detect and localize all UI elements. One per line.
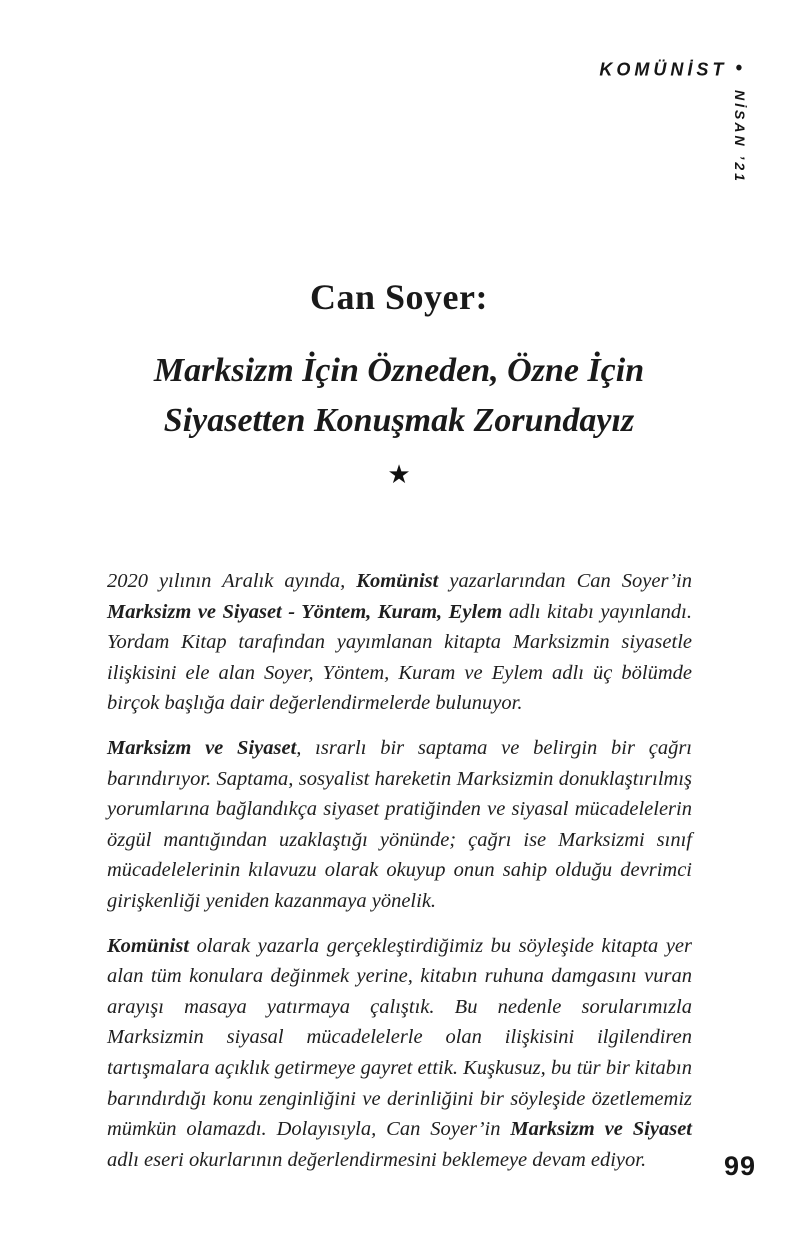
article-title bbox=[55, 346, 743, 446]
bullet-icon: • bbox=[735, 57, 742, 80]
article-title-line-1: Marksizm İçin Özneden, Özne İçin bbox=[153, 352, 645, 389]
journal-title: KOMÜNİST bbox=[599, 58, 728, 80]
bold-text-segment: Marksizm ve Siyaset bbox=[107, 736, 297, 759]
text-segment: olarak yazarla gerçekleştirdiğimiz bu söyleşide kitapta yer alan tüm konulara değinmek yerine, kitabın ruhuna damgasını vuran arayışı masaya yatırmaya çalıştık. Bu nedenle sorularımızla Marksizmin siyasal mücadelelerle olan ilişkisini ilgilendiren tartışmalara açıklık getirmeye gayret ettik. Kuşkusuz, bu tür bir kitabın barındırdığı konu zenginliğini ve derinliğini bir söyleşide özetlememiz mümkün olamazdı. Dolayısıyla, Can Soyer’in bbox=[107, 934, 692, 1141]
bold-text-segment: Marksizm ve Siyaset bbox=[510, 1118, 692, 1141]
article-title-line-2: Siyasetten Konuşmak Zorundayız bbox=[163, 402, 635, 439]
text-segment: 2020 yılının Aralık ayında, bbox=[107, 570, 357, 592]
page-number: 99 bbox=[723, 1151, 756, 1181]
text-segment: adlı eseri okurlarının değerlendirmesini beklemeye devam ediyor. bbox=[107, 1148, 647, 1171]
text-segment: adlı kitabı yayınlandı. Yordam Kitap tarafından yayımlanan kitapta Marksizmin siyasetle ilişkisini ele alan Soyer, Yöntem, Kuram ve Eylem adlı üç bölümde birçok başlığa dair değerlendirmelerde bulunuyor. bbox=[107, 600, 692, 715]
bold-text-segment: Marksizm ve Siyaset - Yöntem, Kuram, Eylem bbox=[107, 600, 503, 623]
paragraph bbox=[107, 733, 692, 917]
paragraph bbox=[107, 931, 692, 1176]
issue-date-vertical: NİSAN ’21 bbox=[732, 90, 748, 184]
text-segment: , ısrarlı bir saptama ve belirgin bir çağrı barındırıyor. Saptama, sosyalist hareketin Marksizmin donuklaştırılmış yorumlarına bağlandıkça siyaset pratiğinden ve siyasal mücadelelerin özgül mantığından uzaklaştığı yönünde; çağrı ise Marksizmi sınıf mücadelelerinin kılavuzu olarak okuyup onun sahip olduğu devrimci girişkenliği yeniden kazanmaya yönelik. bbox=[107, 736, 693, 912]
bold-text-segment: Komünist bbox=[107, 934, 190, 957]
text-segment: yazarlarından Can Soyer’in bbox=[438, 570, 692, 592]
bold-text-segment: Komünist bbox=[356, 570, 439, 592]
masthead bbox=[599, 57, 742, 80]
paragraph bbox=[107, 566, 692, 719]
article-body bbox=[107, 566, 692, 1189]
star-icon: ★ bbox=[387, 460, 411, 489]
author-heading: Can Soyer: bbox=[310, 277, 488, 317]
